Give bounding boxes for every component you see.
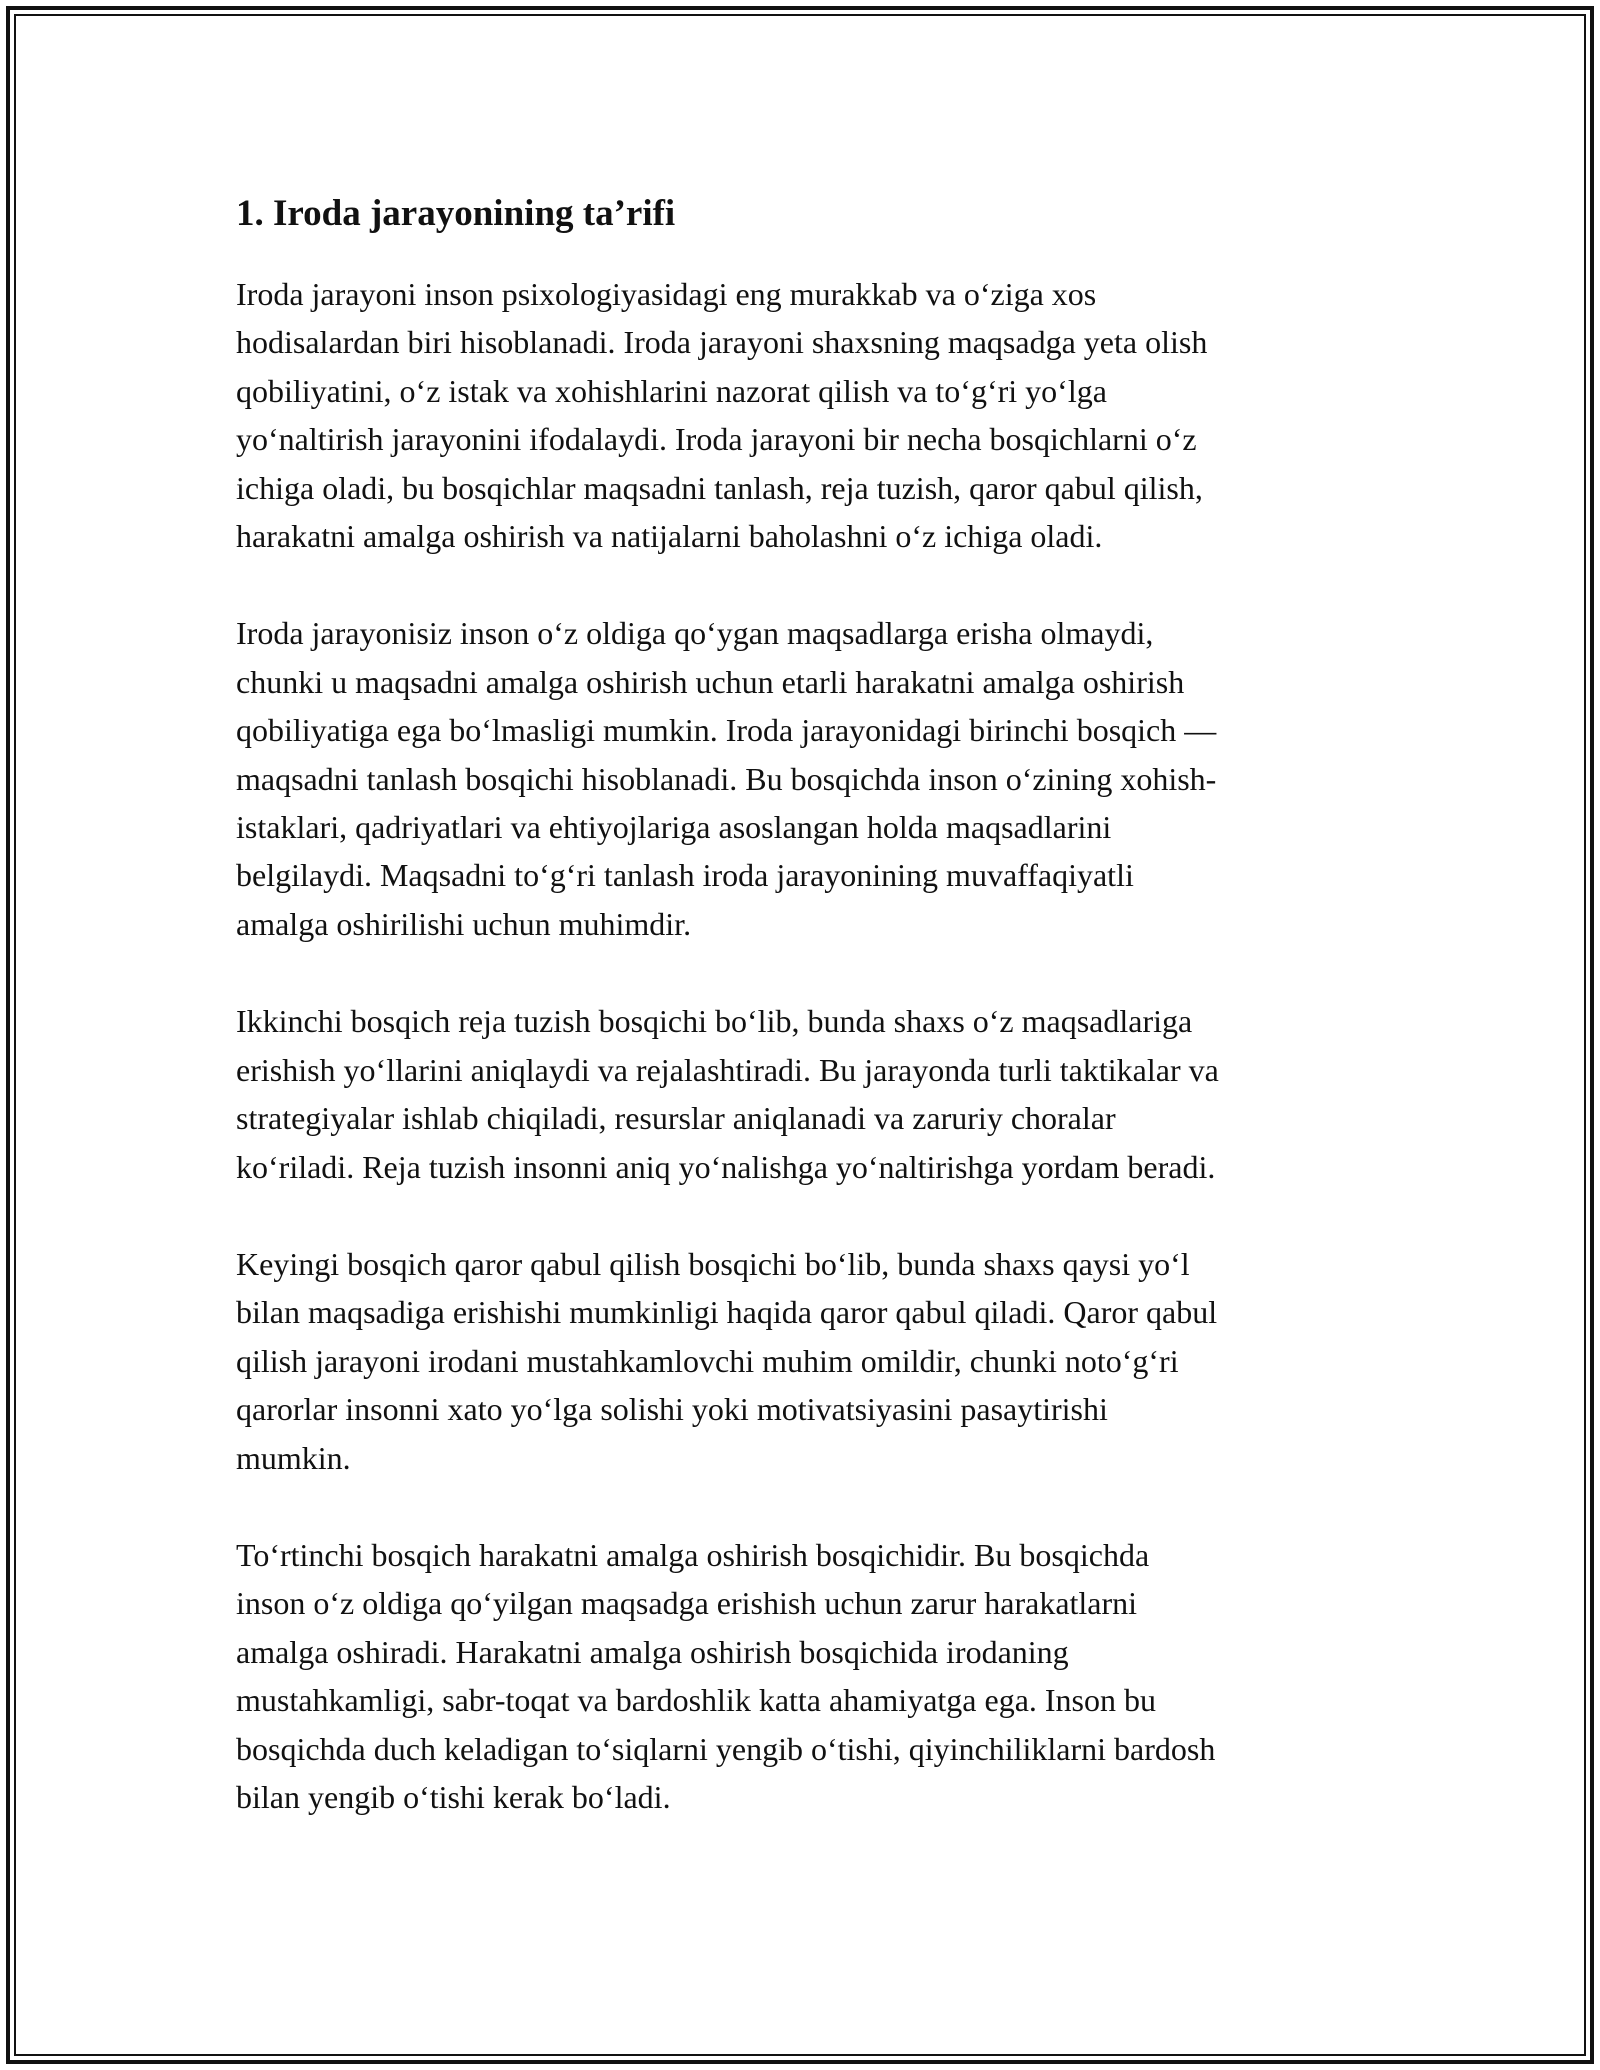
paragraph-4: Keyingi bosqich qaror qabul qilish bosqichi boʻlib, bunda shaxs qaysi yoʻl bilan maqsadiga erishishi mumkinligi haqida qaror qabul qiladi. Qaror qabul qilish jarayoni irodani mustahkamlovchi muhim omildir, chunki notoʻgʻri qarorlar insonni xato yoʻlga solishi yoki motivatsiyasini pasaytirishi mumkin.: [236, 1245, 1218, 1476]
section-heading: 1. Iroda jarayonining ta’rifi: [236, 193, 676, 234]
paragraph-1: Iroda jarayoni inson psixologiyasidagi eng murakkab va oʻziga xos hodisalardan biri hisoblanadi. Iroda jarayoni shaxsning maqsadga yeta olish qobiliyatini, oʻz istak va xohishlarini nazorat qilish va toʻgʻri yoʻlga yoʻnaltirish jarayonini ifodalaydi. Iroda jarayoni bir necha bosqichlarni oʻz ichiga oladi, bu bosqichlar maqsadni tanlash, reja tuzish, qaror qabul qilish, harakatni amalga oshirish va natijalarni baholashni oʻz ichiga oladi.: [236, 276, 1208, 555]
paragraph-5: Toʻrtinchi bosqich harakatni amalga oshirish bosqichidir. Bu bosqichda inson oʻz oldiga qoʻyilgan maqsadga erishish uchun zarur harakatlarni amalga oshiradi. Harakatni amalga oshirish bosqichida irodaning mustahkamligi, sabr-toqat va bardoshlik katta ahamiyatga ega. Inson bu bosqichda duch keladigan toʻsiqlarni yengib oʻtishi, qiyinchiliklarni bardosh bilan yengib oʻtishi kerak boʻladi.: [236, 1536, 1216, 1815]
paragraph-2: Iroda jarayonisiz inson oʻz oldiga qoʻygan maqsadlarga erisha olmaydi, chunki u maqsadni amalga oshirish uchun etarli harakatni amalga oshirish qobiliyatiga ega boʻlmasligi mumkin. Iroda jarayonidagi birinchi bosqich — maqsadni tanlash bosqichi hisoblanadi. Bu bosqichda inson oʻzining xohish- istaklari, qadriyatlari va ehtiyojlariga asoslangan holda maqsadlarini belgilaydi. Maqsadni toʻgʻri tanlash iroda jarayonining muvaffaqiyatli amalga oshirilishi uchun muhimdir.: [236, 615, 1217, 942]
document-body: [236, 188, 1396, 1870]
paragraph-3: Ikkinchi bosqich reja tuzish bosqichi boʻlib, bunda shaxs oʻz maqsadlariga erishish yoʻllarini aniqlaydi va rejalashtiradi. Bu jarayonda turli taktikalar va strategiyalar ishlab chiqiladi, resurslar aniqlanadi va zaruriy choralar koʻriladi. Reja tuzish insonni aniq yoʻnalishga yoʻnaltirishga yordam beradi.: [236, 1003, 1219, 1185]
